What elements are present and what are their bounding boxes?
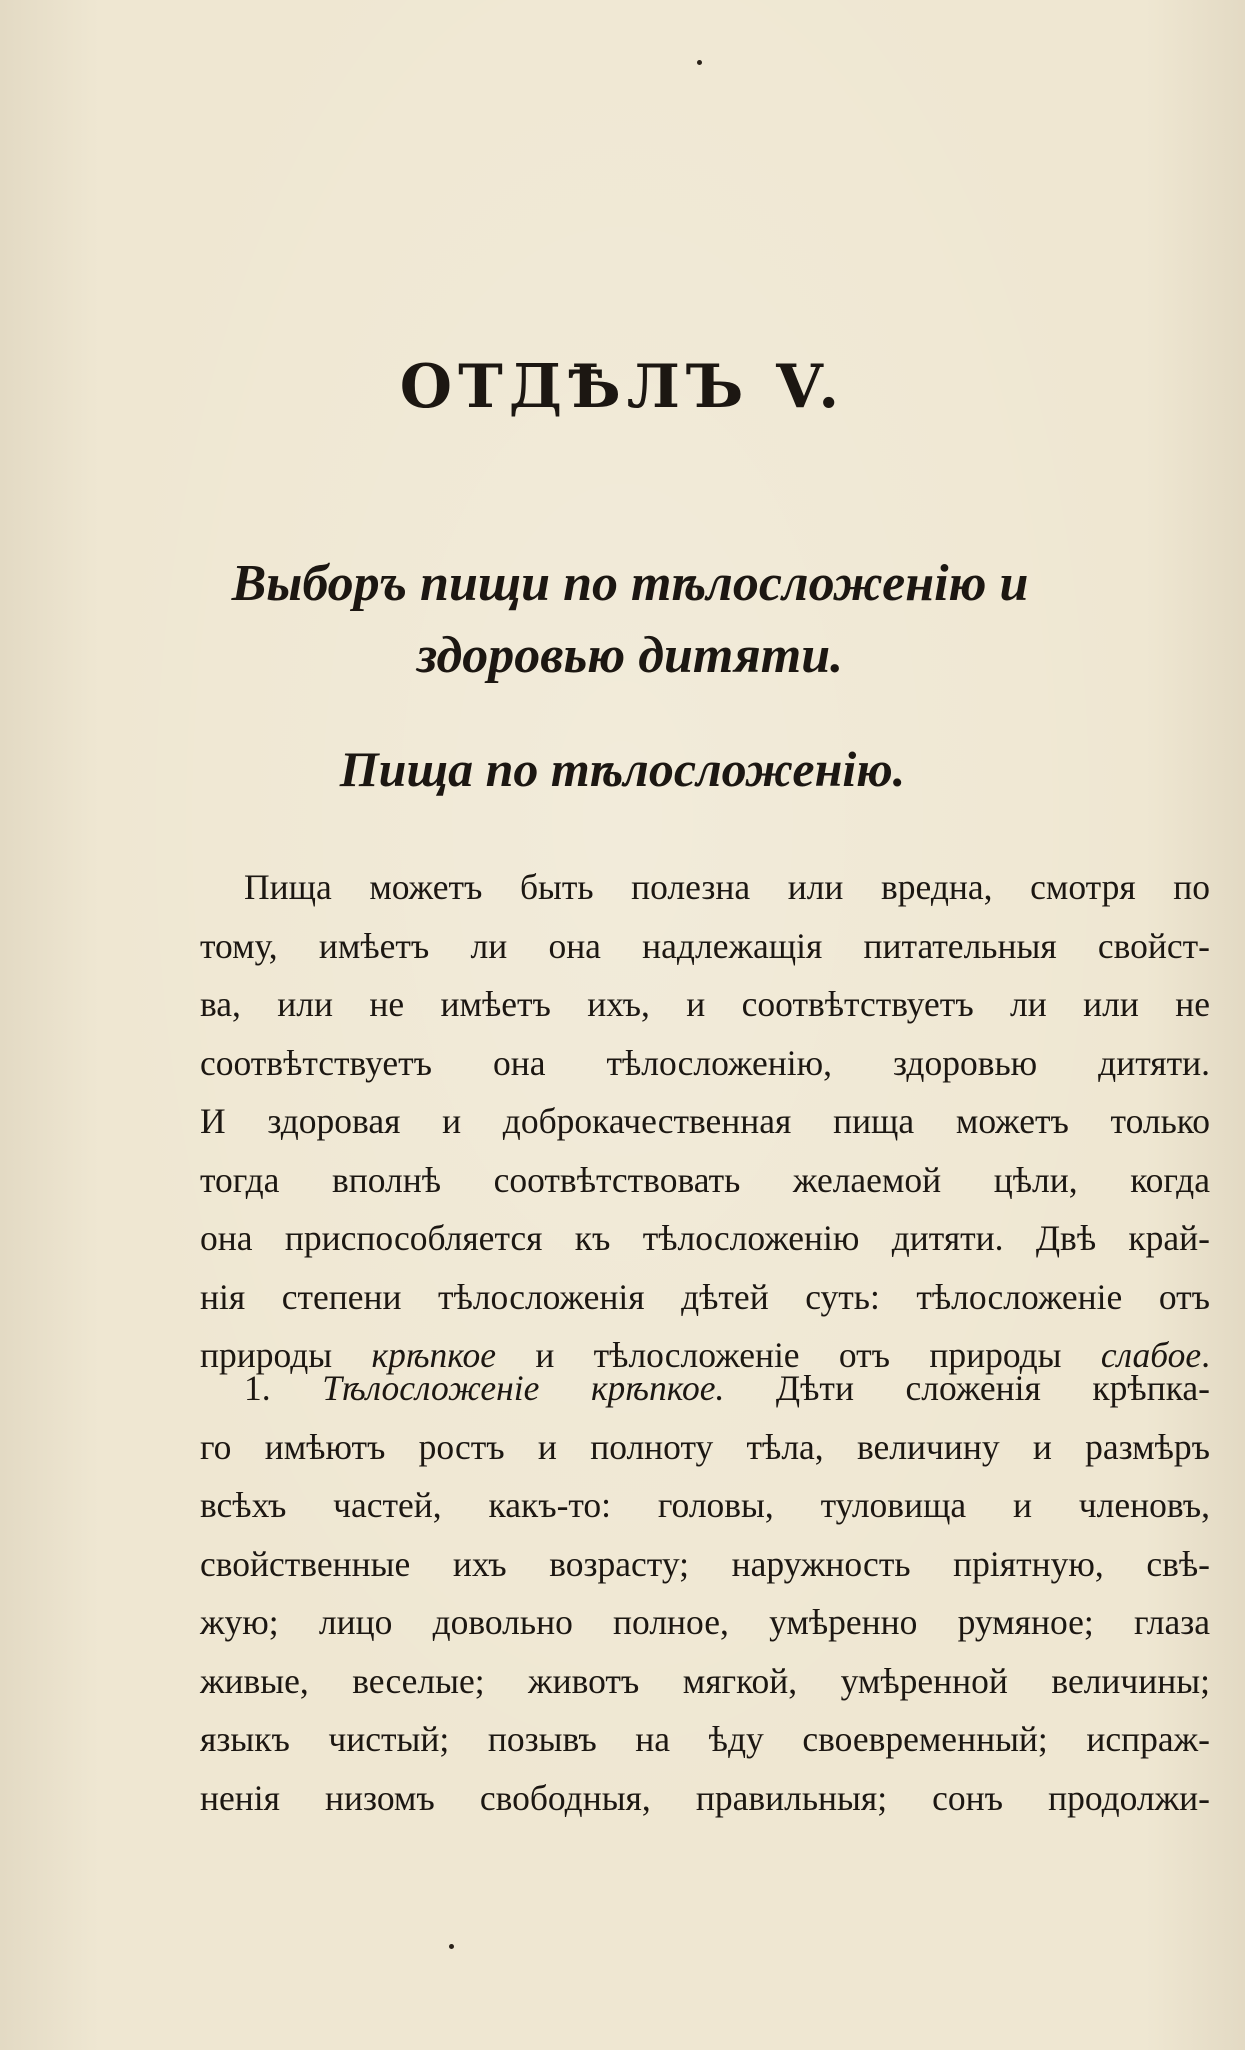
paragraph-2-line: свойственные ихъ возрасту; наружность пріятную, свѣ-: [200, 1543, 1210, 1584]
paragraph-1-line: нія степени тѣлосложенія дѣтей суть: тѣлосложеніе отъ: [200, 1276, 1210, 1317]
paragraph-1-line: соотвѣтствуетъ она тѣлосложенію, здоровью дитяти.: [200, 1042, 1210, 1083]
paragraph-1-line: тому, имѣетъ ли она надлежащія питательныя свойст-: [200, 925, 1210, 966]
subtitle-line-2: здоровью дитяти.: [416, 627, 844, 684]
chapter-title: ОТДѢЛЪ V.: [399, 352, 846, 422]
ink-speck-top: [697, 60, 702, 65]
paragraph-1-line: И здоровая и доброкачественная пища можетъ только: [200, 1101, 1210, 1141]
emphasis-heading-strong-build: Тѣлосложеніе крѣпкое.: [322, 1368, 725, 1408]
paragraph-2-line: языкъ чистый; позывъ на ѣду своевременный; испраж-: [200, 1719, 1210, 1759]
paragraph-1-line: тогда вполнѣ соотвѣтствовать желаемой цѣли, когда: [200, 1159, 1210, 1200]
paragraph-2-line: всѣхъ частей, какъ-то: головы, туловища и членовъ,: [200, 1485, 1210, 1525]
text-run: .: [1201, 1335, 1211, 1375]
chapter-subtitle: [180, 548, 1080, 692]
paragraph-2: [200, 1359, 1210, 1827]
item-number: 1.: [244, 1368, 323, 1408]
paragraph-2-line: жую; лицо довольно полное, умѣренно румяное; глаза: [200, 1602, 1210, 1642]
emphasis-strong-build: крѣпкое: [371, 1335, 497, 1375]
paragraph-2-line: го имѣютъ ростъ и полноту тѣла, величину и размѣръ: [200, 1426, 1210, 1467]
ink-speck-bottom: [449, 1944, 454, 1949]
paragraph-1-line: Пища можетъ быть полезна или вредна, смотря по: [244, 867, 1210, 907]
paragraph-2-first-line: [200, 1359, 1210, 1418]
paragraph-1-line: она приспособляется къ тѣлосложенію дитяти. Двѣ край-: [200, 1218, 1210, 1258]
paragraph-2-line: живые, веселые; животъ мягкой, умѣренной величины;: [200, 1660, 1210, 1701]
text-run: природы: [200, 1335, 372, 1375]
text-run: и тѣлосложеніе отъ природы: [496, 1335, 1101, 1375]
paragraph-2-line: ненія низомъ свободныя, правильныя; сонъ продолжи-: [200, 1777, 1210, 1818]
section-title: Пища по тѣлосложенію.: [339, 741, 906, 797]
paragraph-1: [200, 858, 1210, 1385]
text-run: Дѣти сложенія крѣпка-: [724, 1368, 1210, 1408]
emphasis-weak-build: слабое: [1100, 1335, 1202, 1375]
paragraph-1-line: ва, или не имѣетъ ихъ, и соотвѣтствуетъ ли или не: [200, 984, 1210, 1024]
subtitle-line-1: Выборъ пищи по тѣлосложенію и: [231, 555, 1029, 612]
